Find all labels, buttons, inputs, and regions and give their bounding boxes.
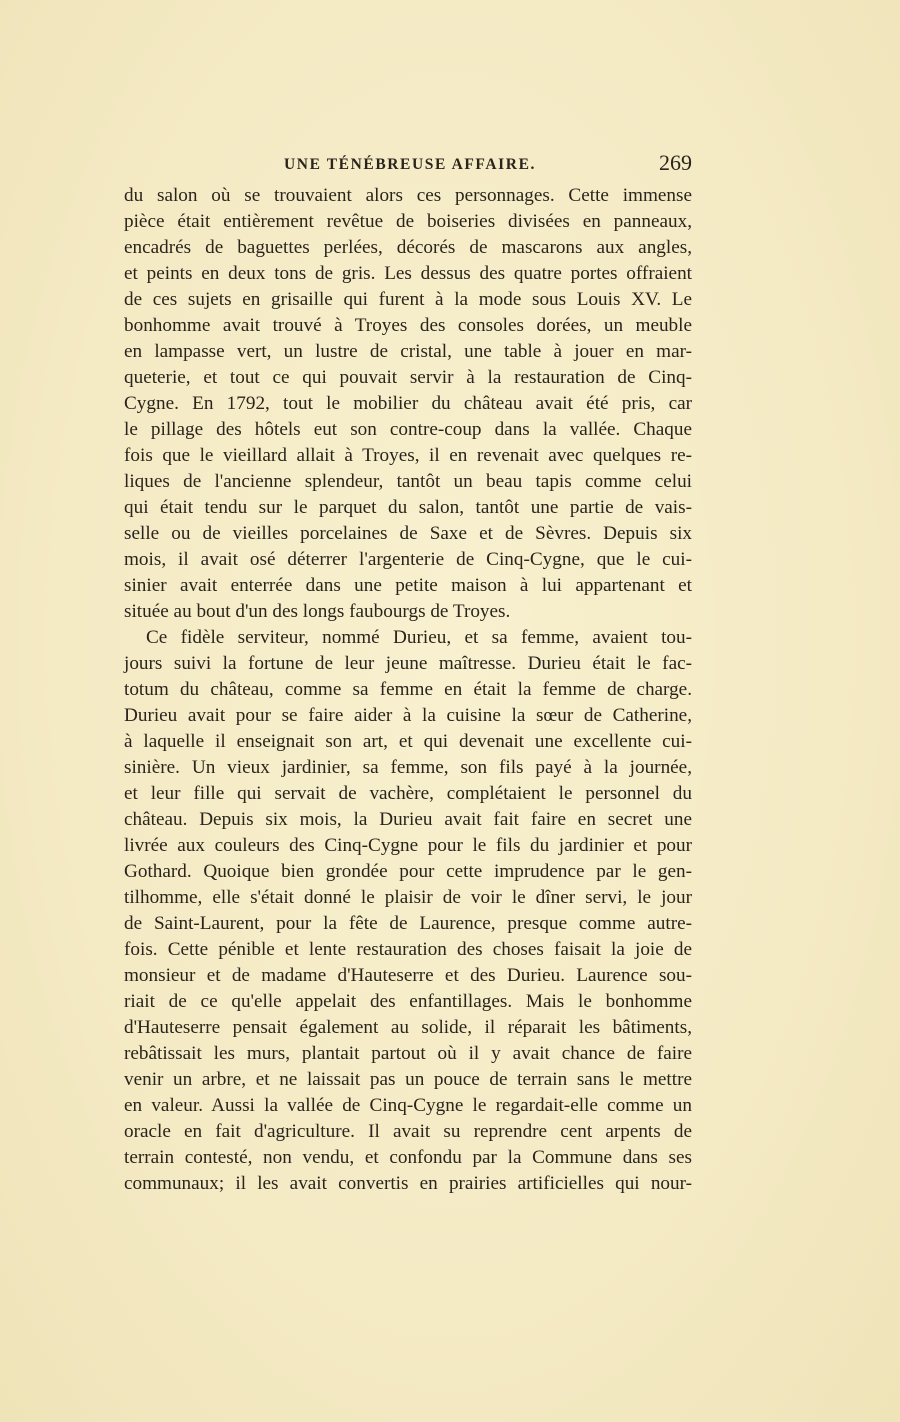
text-line: fois. Cette pénible et lente restauration des choses faisait la joie de xyxy=(124,939,692,960)
text-line: de Saint-Laurent, pour la fête de Laurence, presque comme autre- xyxy=(124,913,692,934)
text-line: rebâtissait les murs, plantait partout où il y avait chance de faire xyxy=(124,1043,692,1064)
text-line: bonhomme avait trouvé à Troyes des consoles dorées, un meuble xyxy=(124,315,692,336)
text-line: venir un arbre, et ne laissait pas un pouce de terrain sans le mettre xyxy=(124,1069,692,1090)
text-line: mois, il avait osé déterrer l'argenterie de Cinq-Cygne, que le cui- xyxy=(124,549,692,570)
page-number: 269 xyxy=(659,150,692,175)
page-header xyxy=(122,150,692,180)
text-line: Gothard. Quoique bien grondée pour cette imprudence par le gen- xyxy=(124,861,692,882)
text-line: pièce était entièrement revêtue de boiseries divisées en panneaux, xyxy=(124,211,692,232)
text-line: riait de ce qu'elle appelait des enfantillages. Mais le bonhomme xyxy=(124,991,692,1012)
text-line: Durieu avait pour se faire aider à la cuisine la sœur de Catherine, xyxy=(124,705,692,726)
text-line: tilhomme, elle s'était donné le plaisir de voir le dîner servi, le jour xyxy=(124,887,692,908)
text-line: Cygne. En 1792, tout le mobilier du château avait été pris, car xyxy=(124,393,692,414)
text-line: encadrés de baguettes perlées, décorés de mascarons aux angles, xyxy=(124,237,692,258)
text-line: en lampasse vert, un lustre de cristal, une table à jouer en mar- xyxy=(124,341,692,362)
text-line: sinier avait enterrée dans une petite maison à lui appartenant et xyxy=(124,575,692,596)
text-line: livrée aux couleurs des Cinq-Cygne pour le fils du jardinier et pour xyxy=(124,835,692,856)
text-line: jours suivi la fortune de leur jeune maîtresse. Durieu était le fac- xyxy=(124,653,692,674)
text-line: le pillage des hôtels eut son contre-coup dans la vallée. Chaque xyxy=(124,419,692,440)
text-line: sinière. Un vieux jardinier, sa femme, son fils payé à la journée, xyxy=(124,757,692,778)
text-line: et peints en deux tons de gris. Les dessus des quatre portes offraient xyxy=(124,263,692,284)
text-line: totum du château, comme sa femme en était la femme de charge. xyxy=(124,679,692,700)
text-line: en valeur. Aussi la vallée de Cinq-Cygne le regardait-elle comme un xyxy=(124,1095,692,1116)
body-text xyxy=(124,183,692,1197)
text-line-paragraph-end: située au bout d'un des longs faubourgs de Troyes. xyxy=(124,601,511,622)
text-line: château. Depuis six mois, la Durieu avait fait faire en secret une xyxy=(124,809,692,830)
text-line: fois que le vieillard allait à Troyes, il en revenait avec quelques re- xyxy=(124,445,692,466)
running-title: UNE TÉNÉBREUSE AFFAIRE. xyxy=(284,156,536,173)
text-line: de ces sujets en grisaille qui furent à la mode sous Louis XV. Le xyxy=(124,289,692,310)
text-line: liques de l'ancienne splendeur, tantôt un beau tapis comme celui xyxy=(124,471,692,492)
text-line: d'Hauteserre pensait également au solide, il réparait les bâtiments, xyxy=(124,1017,692,1038)
text-line: terrain contesté, non vendu, et confondu par la Commune dans ses xyxy=(124,1147,692,1168)
text-line: selle ou de vieilles porcelaines de Saxe et de Sèvres. Depuis six xyxy=(124,523,692,544)
text-line: et leur fille qui servait de vachère, complétaient le personnel du xyxy=(124,783,692,804)
text-line: du salon où se trouvaient alors ces personnages. Cette immense xyxy=(124,185,692,206)
text-line: à laquelle il enseignait son art, et qui devenait une excellente cui- xyxy=(124,731,692,752)
text-line: queterie, et tout ce qui pouvait servir à la restauration de Cinq- xyxy=(124,367,692,388)
text-line: communaux; il les avait convertis en prairies artificielles qui nour- xyxy=(124,1173,692,1194)
text-line: qui était tendu sur le parquet du salon, tantôt une partie de vais- xyxy=(124,497,692,518)
text-line-paragraph-start: Ce fidèle serviteur, nommé Durieu, et sa femme, avaient tou- xyxy=(146,627,692,648)
text-line: monsieur et de madame d'Hauteserre et des Durieu. Laurence sou- xyxy=(124,965,692,986)
text-line: oracle en fait d'agriculture. Il avait su reprendre cent arpents de xyxy=(124,1121,692,1142)
